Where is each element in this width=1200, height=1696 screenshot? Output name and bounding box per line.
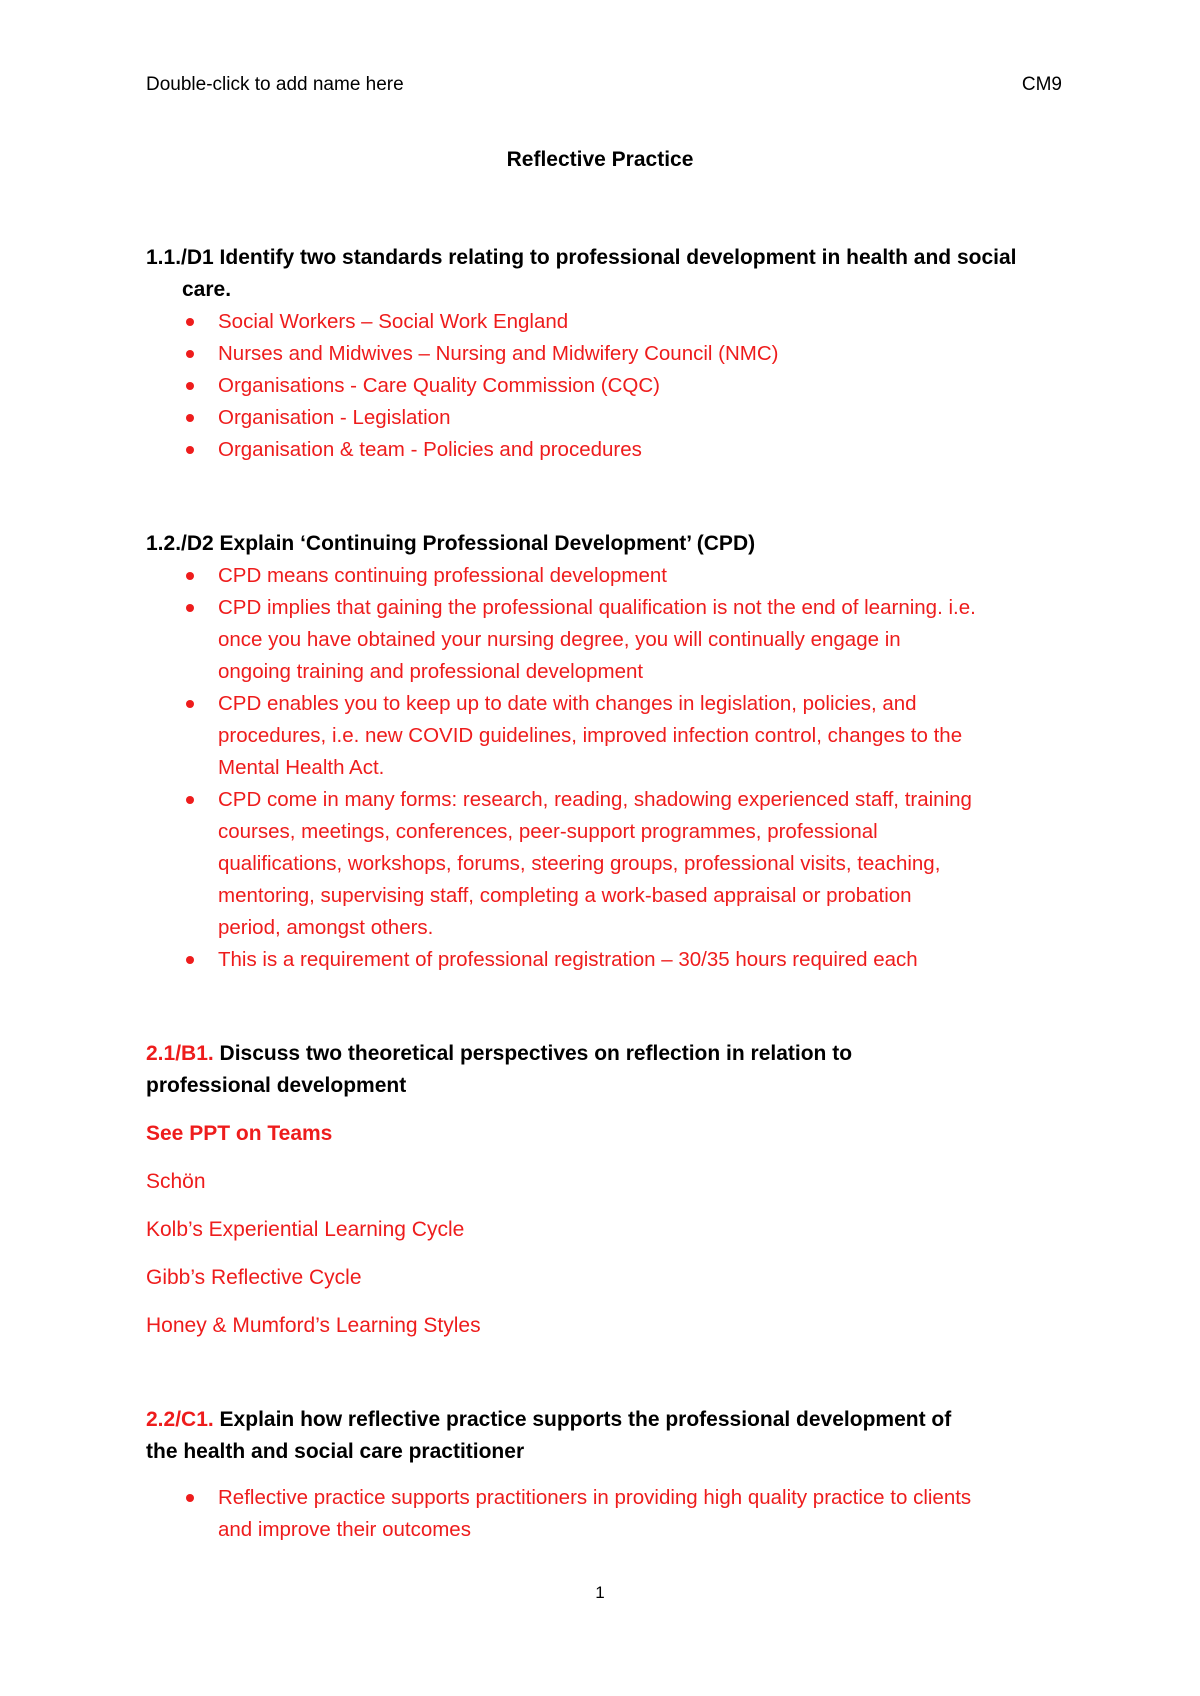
list-item-text: Organisation & team - Policies and procedures (218, 438, 642, 461)
list-item-text: Social Workers – Social Work England (218, 310, 569, 333)
list-item-text: CPD implies that gaining the professional qualification is not the end of learning. i.e. once you have obtained your nursing degree, you will continually engage in ongoing training and professional development (218, 596, 976, 683)
document-body (146, 242, 1066, 1546)
list-item (146, 944, 976, 976)
section-2-heading: 1.2./D2 Explain ‘Continuing Professional Development’ (CPD) (146, 532, 756, 555)
section-1-heading-line2: care. (182, 278, 232, 301)
section-3-code: 2.1/B1. (146, 1042, 214, 1065)
list-item (146, 370, 1066, 402)
theory-item: Schön (146, 1170, 206, 1193)
list-item-text: CPD come in many forms: research, reading, shadowing experienced staff, training courses, meetings, conferences, peer-support programmes, professional qualifications, workshops, forums, steering groups, professional visits, teaching, mentoring, supervising staff, completing a work-based appraisal or probation period, amongst others. (218, 788, 972, 939)
list-item-text: CPD enables you to keep up to date with changes in legislation, policies, and procedures, i.e. new COVID guidelines, improved infection control, changes to the Mental Health Act. (218, 692, 963, 779)
list-item-text: Nurses and Midwives – Nursing and Midwifery Council (NMC) (218, 342, 779, 365)
section-4-code: 2.2/C1. (146, 1408, 214, 1431)
section-4-heading-text: Explain how reflective practice supports the professional development of the health and social care practitioner (146, 1408, 952, 1463)
bullet-icon (186, 572, 194, 580)
section-1-heading-line1: 1.1./D1 Identify two standards relating to professional development in health and social (146, 246, 1017, 269)
bullet-icon (186, 700, 194, 708)
document-title: Reflective Practice (506, 148, 694, 171)
see-ppt-note: See PPT on Teams (146, 1122, 333, 1145)
list-item (146, 1482, 976, 1546)
page-number: 1 (595, 1583, 605, 1602)
list-item (146, 402, 1066, 434)
list-item (146, 434, 1066, 466)
list-item (146, 560, 976, 592)
section-1-list (146, 306, 1066, 466)
section-3-heading-text: Discuss two theoretical perspectives on reflection in relation to professional development (146, 1042, 853, 1097)
header-author-placeholder[interactable]: Double-click to add name here (146, 74, 404, 95)
section-4-list (146, 1482, 976, 1546)
section-4-heading (146, 1404, 1016, 1468)
bullet-icon (186, 382, 194, 390)
header-course-code: CM9 (1021, 74, 1062, 95)
bullet-icon (186, 1494, 194, 1502)
section-3-heading (146, 1038, 986, 1102)
bullet-icon (186, 446, 194, 454)
theory-item: Gibb’s Reflective Cycle (146, 1266, 362, 1289)
list-item (146, 592, 976, 688)
bullet-icon (186, 956, 194, 964)
bullet-icon (186, 414, 194, 422)
list-item (146, 338, 1066, 370)
list-item (146, 306, 1066, 338)
bullet-icon (186, 604, 194, 612)
list-item-text: This is a requirement of professional registration – 30/35 hours required each (218, 948, 918, 971)
bullet-icon (186, 796, 194, 804)
list-item-text: CPD means continuing professional development (218, 564, 667, 587)
list-item (146, 784, 976, 944)
list-item (146, 688, 976, 784)
list-item-text: Reflective practice supports practitioners in providing high quality practice to clients and improve their outcomes (218, 1486, 972, 1541)
section-2-list (146, 560, 976, 976)
theory-item: Kolb’s Experiential Learning Cycle (146, 1218, 465, 1241)
bullet-icon (186, 318, 194, 326)
theory-item: Honey & Mumford’s Learning Styles (146, 1314, 481, 1337)
bullet-icon (186, 350, 194, 358)
list-item-text: Organisations - Care Quality Commission (CQC) (218, 374, 661, 397)
section-1-heading (146, 242, 1066, 306)
list-item-text: Organisation - Legislation (218, 406, 451, 429)
